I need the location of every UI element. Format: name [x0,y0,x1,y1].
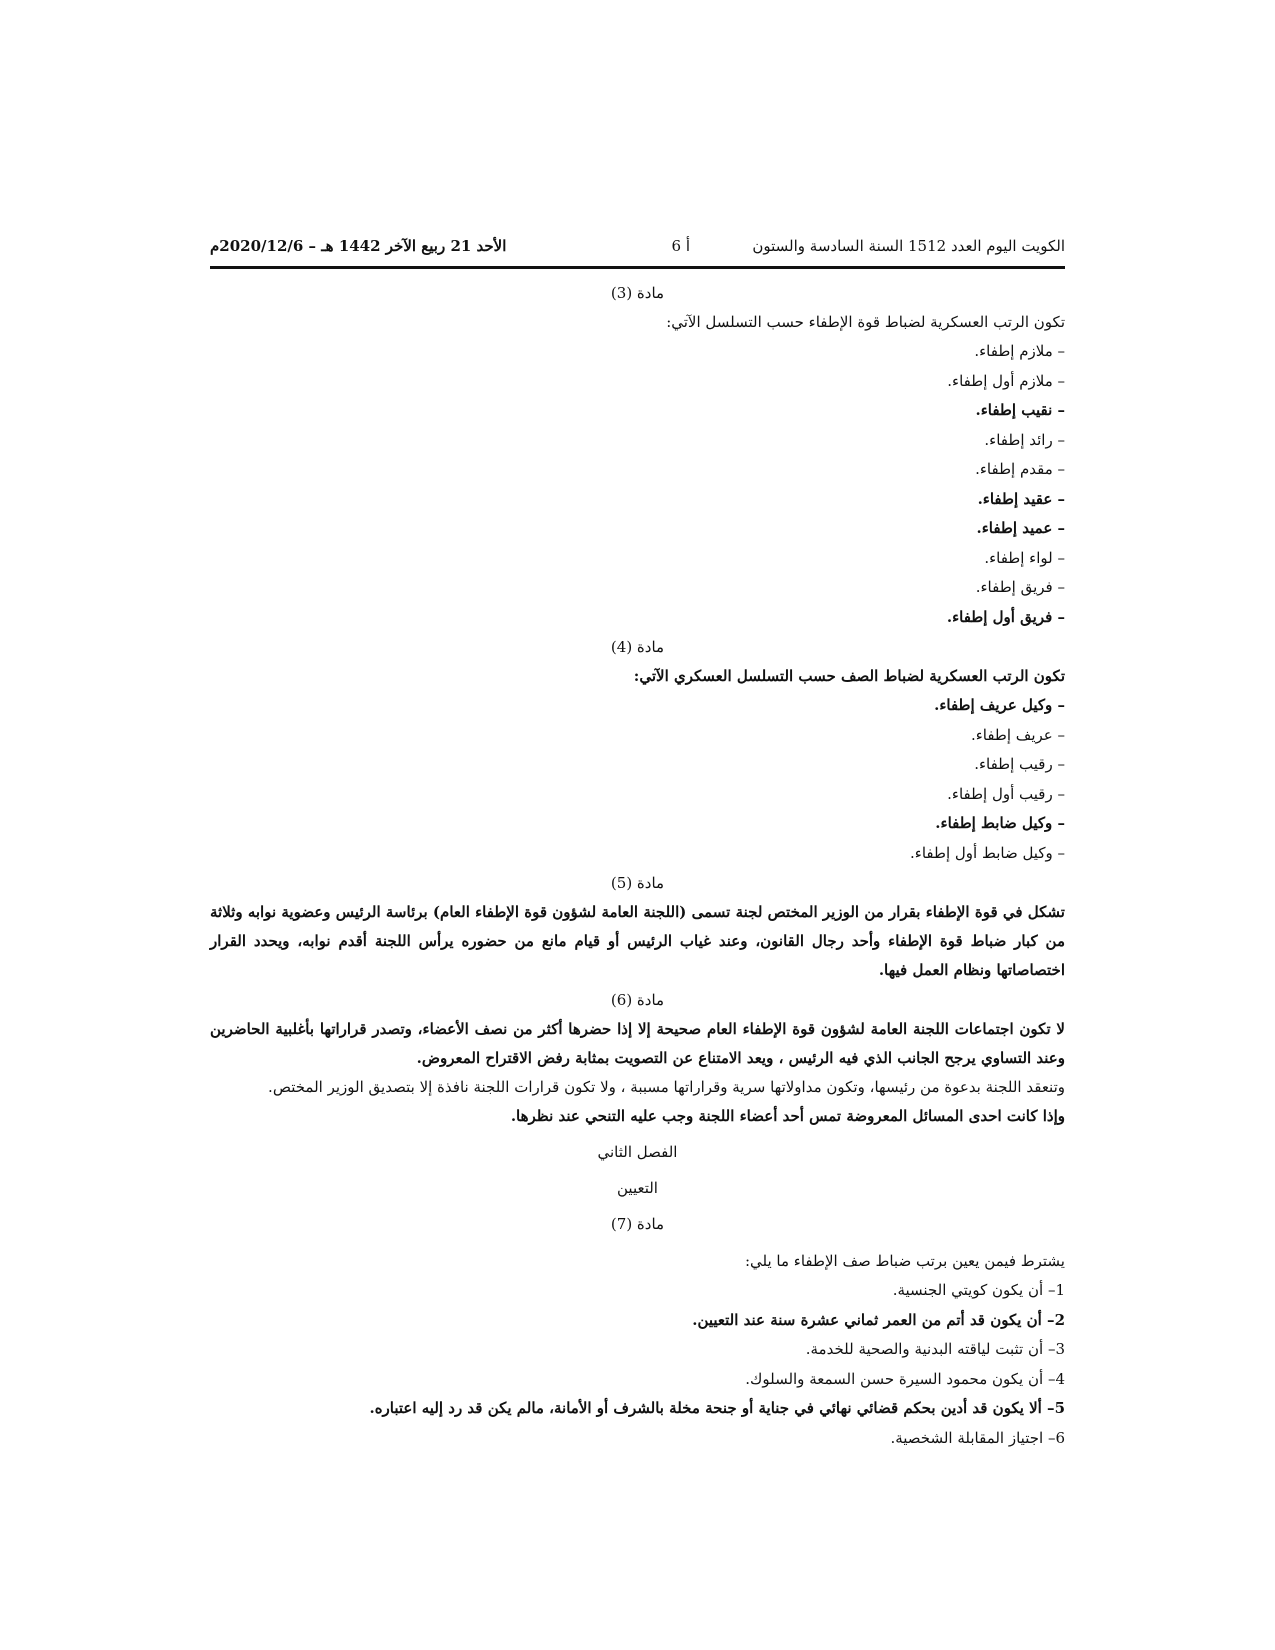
list-item: – عقيد إطفاء. [977,489,1065,508]
article-7-intro: يشترط فيمن يعين برتب ضباط صف الإطفاء ما يلي: [744,1252,1065,1270]
article-6-paragraph: وتنعقد اللجنة بدعوة من رئيسها، وتكون مداولاتها سرية وقراراتها مسببة ، ولا تكون قرارات اللجنة نافذة إلا بتصديق الوزير المختص. [268,1078,1065,1096]
list-item: – رقيب أول إطفاء. [947,784,1065,803]
article-4-list [210,691,1065,868]
article-3-title: مادة (3) [610,284,665,302]
list-item: – رائد إطفاء. [984,430,1065,449]
issue-date: الأحد 21 ربيع الآخر 1442 هـ – 2020/12/6م [210,237,507,255]
article-5-text: تشكل في قوة الإطفاء بقرار من الوزير المختص لجنة تسمى (اللجنة العامة لشؤون قوة الإطفاء العام) برئاسة الرئيس وعضوية نوابه وثلاثة من كبار ضباط قوة الإطفاء وأحد رجال القانون، وعند غياب الرئيس أو قيام مانع من حضوره يرأس اللجنة أقدم نوابه، ويحدد القرار اختصاصاتها ونظام العمل فيها. [210,903,1065,979]
list-item: 3– أن تثبت لياقته البدنية والصحية للخدمة. [805,1340,1065,1358]
page-header [210,237,1065,265]
article-3-list [210,337,1065,632]
header-rule [210,266,1065,269]
article-6-title: مادة (6) [610,991,665,1009]
list-item: – لواء إطفاء. [984,548,1065,567]
article-7-title: مادة (7) [610,1215,665,1233]
list-item: 6– اجتياز المقابلة الشخصية. [890,1428,1065,1447]
list-item: – نقيب إطفاء. [975,401,1065,419]
chapter-title: الفصل الثاني [597,1143,678,1161]
list-item: – وكيل عريف إطفاء. [934,696,1065,714]
list-item: – عريف إطفاء. [970,725,1065,744]
article-3-intro: تكون الرتب العسكرية لضباط قوة الإطفاء حسب التسلسل الآتي: [666,313,1065,331]
list-item: – رقيب إطفاء. [974,755,1065,773]
list-item: – ملازم أول إطفاء. [947,371,1065,390]
list-item: – مقدم إطفاء. [975,460,1065,478]
article-6-paragraph: وإذا كانت احدى المسائل المعروضة تمس أحد أعضاء اللجنة وجب عليه التنحي عند نظرها. [510,1107,1065,1125]
list-item: 4– أن يكون محمود السيرة حسن السمعة والسلوك. [745,1369,1065,1388]
list-item: – وكيل ضابط إطفاء. [935,814,1065,832]
list-item: – فريق إطفاء. [975,578,1065,596]
article-5-title: مادة (5) [610,874,665,892]
list-item: – فريق أول إطفاء. [946,607,1065,626]
list-item: – عميد إطفاء. [976,519,1065,537]
article-7-list [210,1276,1065,1453]
chapter-subtitle: التعيين [617,1179,658,1197]
list-item: – ملازم إطفاء. [974,342,1065,360]
list-item: 5– ألا يكون قد أدين بحكم قضائي نهائي في جناية أو جنحة مخلة بالشرف أو الأمانة، مالم يكن قد رد إليه اعتباره. [369,1399,1065,1417]
document-body [210,278,1065,1453]
article-4-title: مادة (4) [610,638,665,656]
list-item: 2– أن يكون قد أتم من العمر ثماني عشرة سنة عند التعيين. [692,1310,1065,1329]
gazette-issue-info: الكويت اليوم العدد 1512 السنة السادسة والستون [752,237,1065,255]
page-number: أ 6 [671,237,690,255]
list-item: 1– أن يكون كويتي الجنسية. [892,1281,1065,1299]
article-4-intro: تكون الرتب العسكرية لضباط الصف حسب التسلسل العسكري الآتي: [633,667,1065,685]
article-6-paragraph: لا تكون اجتماعات اللجنة العامة لشؤون قوة الإطفاء العام صحيحة إلا إذا حضرها أكثر من نصف الأعضاء، وتصدر قراراتها بأغلبية الحاضرين وعند التساوي يرجح الجانب الذي فيه الرئيس ، ويعد الامتناع عن التصويت بمثابة رفض الاقتراح المعروض. [210,1020,1065,1067]
list-item: – وكيل ضابط أول إطفاء. [910,843,1065,862]
